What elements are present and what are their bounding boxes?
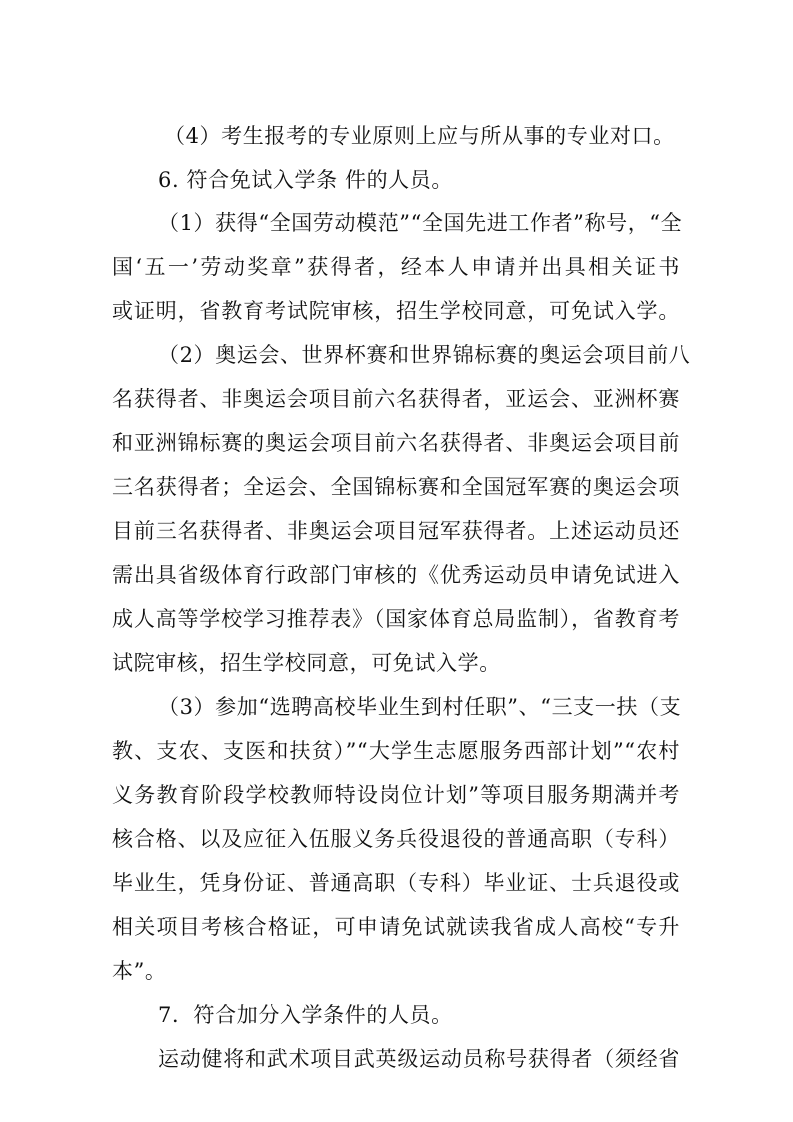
item-2-line-5: 目前三名获得者、非奥运会项目冠军获得者。上述运动员还	[112, 519, 680, 543]
section-7-line-1: 运动健将和武术项目武英级运动员称号获得者（须经省	[158, 1047, 680, 1071]
item-2-line-1: （2）奥运会、世界杯赛和世界锦标赛的奥运会项目前八	[158, 343, 691, 367]
item-2-line-6: 需出具省级体育行政部门审核的《优秀运动员申请免试进入	[112, 563, 680, 587]
item-3-line-7: 本”。	[112, 959, 167, 983]
item-2-line-4: 三名获得者；全运会、全国锦标赛和全国冠军赛的奥运会项	[112, 475, 680, 499]
item-2-line-2: 名获得者、非奥运会项目前六名获得者，亚运会、亚洲杯赛	[112, 387, 680, 411]
item-3-line-6: 相关项目考核合格证，可申请免试就读我省成人高校“专升	[112, 915, 680, 939]
item-1-line-1: （1）获得“全国劳动模范”“全国先进工作者”称号，“全	[158, 211, 683, 235]
section-6-heading: 6. 符合免试入学条 件的人员。	[158, 168, 453, 192]
item-2-line-7: 成人高等学校学习推荐表》（国家体育总局监制），省教育考	[112, 607, 680, 631]
item-2-line-3: 和亚洲锦标赛的奥运会项目前六名获得者、非奥运会项目前	[112, 431, 680, 455]
item-3-line-5: 毕业生，凭身份证、普通高职（专科）毕业证、士兵退役或	[112, 871, 680, 895]
item-1-line-2: 国‘五一’劳动奖章”获得者，经本人申请并出具相关证书	[112, 255, 680, 279]
item-3-line-1: （3）参加“选聘高校毕业生到村任职”、“三支一扶（支	[158, 695, 682, 719]
item-3-line-4: 核合格、以及应征入伍服义务兵役退役的普通高职（专科）	[112, 827, 680, 851]
item-2-line-8: 试院审核，招生学校同意，可免试入学。	[112, 651, 501, 675]
section-7-heading: 7．符合加分入学条件的人员。	[158, 1003, 453, 1027]
item-1-line-3: 或证明，省教育考试院审核，招生学校同意，可免试入学。	[112, 299, 680, 323]
item-3-line-3: 义务教育阶段学校教师特设岗位计划”等项目服务期满并考	[112, 783, 680, 807]
paragraph-4-line-1: （4）考生报考的专业原则上应与所从事的专业对口。	[164, 124, 675, 148]
item-3-line-2: 教、支农、支医和扶贫）”“大学生志愿服务西部计划”“农村	[112, 739, 680, 763]
